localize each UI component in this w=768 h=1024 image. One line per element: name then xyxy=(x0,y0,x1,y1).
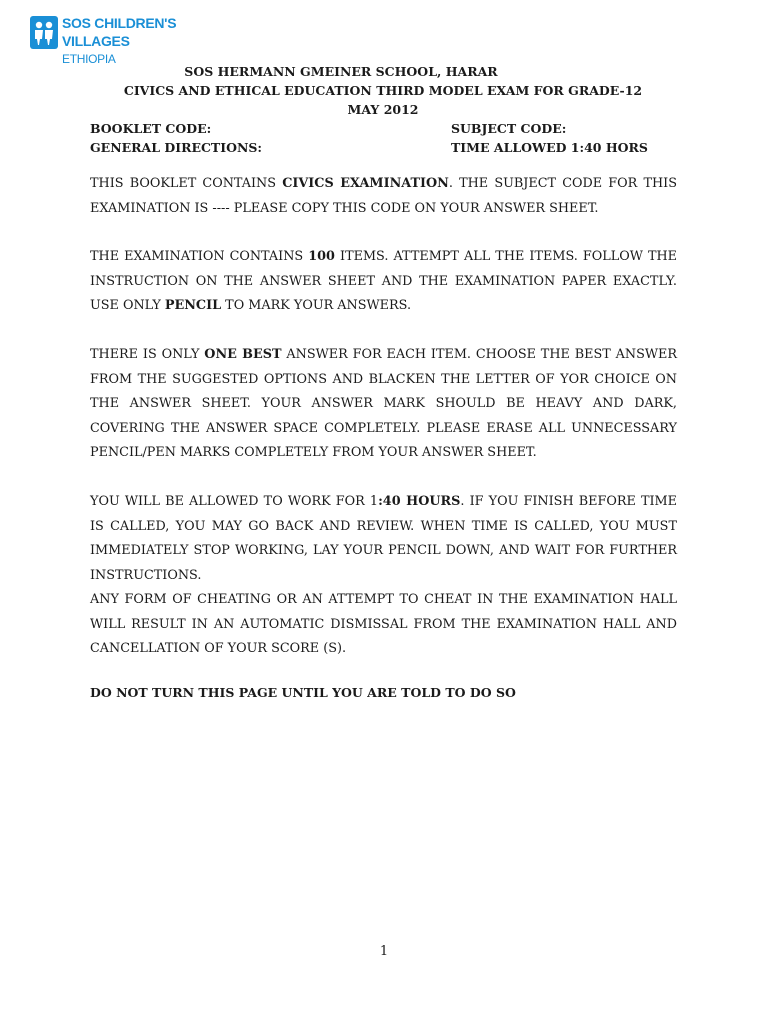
booklet-code-label: BOOKLET CODE: xyxy=(90,121,212,136)
final-notice: DO NOT TURN THIS PAGE UNTIL YOU ARE TOLD TO DO SO xyxy=(90,685,516,700)
sos-logo xyxy=(28,14,177,70)
p3-text-bold: ONE BEST xyxy=(204,347,282,362)
children-icon xyxy=(30,16,58,49)
subject-code-label: SUBJECT CODE: xyxy=(451,121,567,136)
exam-date: MAY 2012 xyxy=(347,102,419,117)
p3-text-c: ANSWER FOR EACH ITEM. CHOOSE THE BEST ANSWER FROM THE SUGGESTED OPTIONS AND BLACKEN THE LETTER OF YOR CHOICE ON THE ANSWER SHEET. YOUR ANSWER MARK SHOULD BE HEAVY AND DARK, COVERING THE ANSWER SPACE COMPLETELY. PLEASE ERASE ALL UNNECESSARY PENCIL/PEN MARKS COMPLETELY FROM YOUR ANSWER SHEET. xyxy=(90,347,677,461)
general-directions-label: GENERAL DIRECTIONS: xyxy=(90,140,263,155)
school-name: SOS HERMANN GMEINER SCHOOL, HARAR xyxy=(184,64,498,79)
exam-title: CIVICS AND ETHICAL EDUCATION THIRD MODEL EXAM FOR GRADE-12 xyxy=(123,83,643,98)
page-number: 1 xyxy=(379,944,389,959)
p4-text-bold: :40 HOURS xyxy=(378,494,461,509)
p1-text-a: THIS BOOKLET CONTAINS xyxy=(90,176,283,191)
p1-text-c: . THE SUBJECT CODE FOR THIS EXAMINATION IS ---- PLEASE COPY THIS CODE ON YOUR ANSWER SHEET. xyxy=(90,176,678,216)
p3-text-a: THERE IS ONLY xyxy=(90,347,205,362)
logo-text-line2: VILLAGES xyxy=(62,33,130,49)
p4-text-c: . IF YOU FINISH BEFORE TIME IS CALLED, YOU MAY GO BACK AND REVIEW. WHEN TIME IS CALLED, YOU MUST IMMEDIATELY STOP WORKING, LAY YOUR PENCIL DOWN, AND WAIT FOR FURTHER INSTRUCTIONS. xyxy=(90,494,677,583)
paragraph-answer-rules xyxy=(90,343,677,466)
p2-text-bold2: PENCIL xyxy=(164,298,222,314)
time-allowed-label: TIME ALLOWED 1:40 HORS xyxy=(451,140,648,155)
p2-text-a: THE EXAMINATION CONTAINS xyxy=(90,249,309,264)
p1-text-bold: CIVICS EXAMINATION xyxy=(282,176,449,191)
p2-text-c: ITEMS. ATTEMPT ALL THE ITEMS. FOLLOW THE INSTRUCTION ON THE ANSWER SHEET AND THE EXAMINATION PAPER EXACTLY. USE ONLY xyxy=(90,249,678,314)
p2-text-bold1: 100 xyxy=(308,249,335,264)
paragraph-cheating: ANY FORM OF CHEATING OR AN ATTEMPT TO CHEAT IN THE EXAMINATION HALL WILL RESULT IN AN AUTOMATIC DISMISSAL FROM THE EXAMINATION HALL AND CANCELLATION OF YOUR SCORE (S). xyxy=(90,592,677,657)
p4-text-a: YOU WILL BE ALLOWED TO WORK FOR 1 xyxy=(90,494,379,509)
logo-text-line1: SOS CHILDREN'S xyxy=(62,15,177,31)
logo-text-line3: ETHIOPIA xyxy=(62,52,116,66)
paragraph-items xyxy=(90,245,677,319)
paragraph-time xyxy=(90,490,677,588)
paragraph-booklet xyxy=(90,172,677,221)
p2-text-e: TO MARK YOUR ANSWERS. xyxy=(221,298,412,314)
